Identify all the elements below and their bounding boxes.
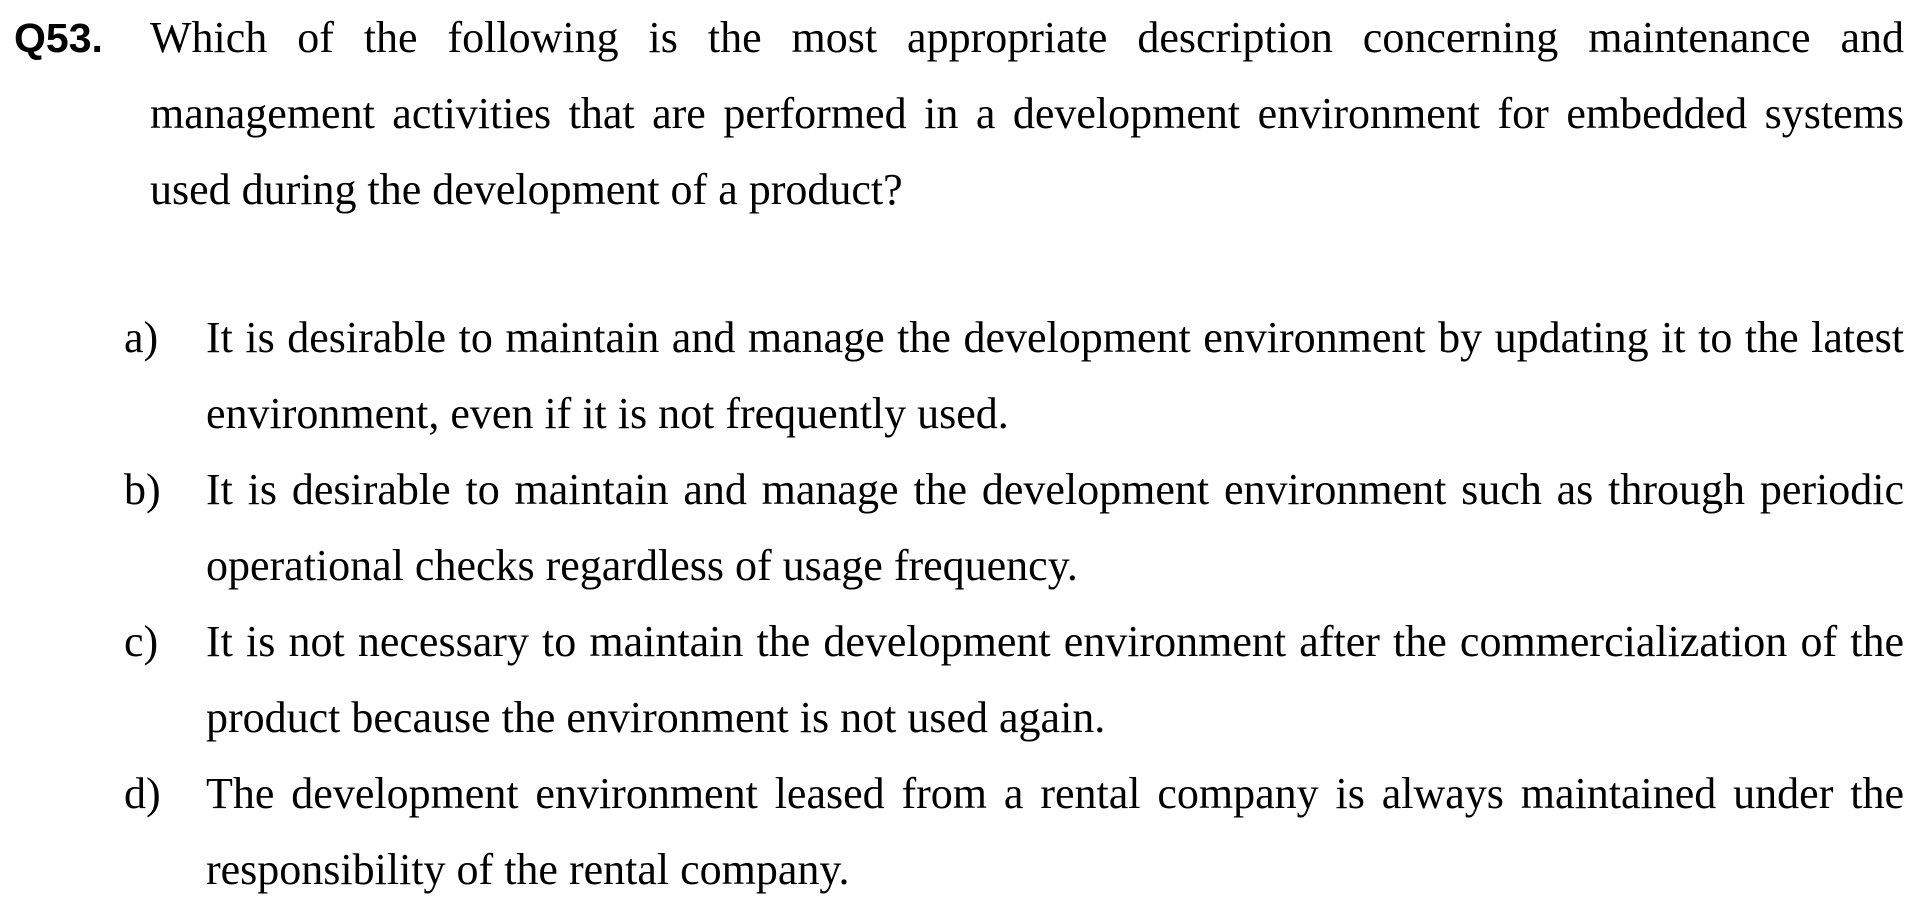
option-text: It is desirable to maintain and manage the development environment such as through periodic operational checks regardless of usage frequency.: [206, 465, 1904, 590]
option-text: It is desirable to maintain and manage the development environment by updating it to the latest environment, even if it is not frequently used.: [206, 313, 1904, 438]
question-number: Q53.: [14, 15, 103, 61]
option-letter: c): [124, 617, 159, 666]
option-text: The development environment leased from a rental company is always maintained under the responsibility of the rental company.: [206, 769, 1904, 894]
option-c[interactable]: [124, 604, 1904, 756]
option-letter: a): [124, 313, 159, 362]
answer-options: [124, 300, 1904, 908]
question-stem: Which of the following is the most appropriate description concerning maintenance and management activities that are performed in a development environment for embedded systems used during the development of a product?: [150, 13, 1904, 214]
option-letter: d): [124, 769, 161, 818]
option-letter: b): [124, 465, 161, 514]
option-a[interactable]: [124, 300, 1904, 452]
option-d[interactable]: [124, 756, 1904, 908]
option-text: It is not necessary to maintain the development environment after the commercialization of the product because the environment is not used again.: [206, 617, 1904, 742]
option-b[interactable]: [124, 452, 1904, 604]
